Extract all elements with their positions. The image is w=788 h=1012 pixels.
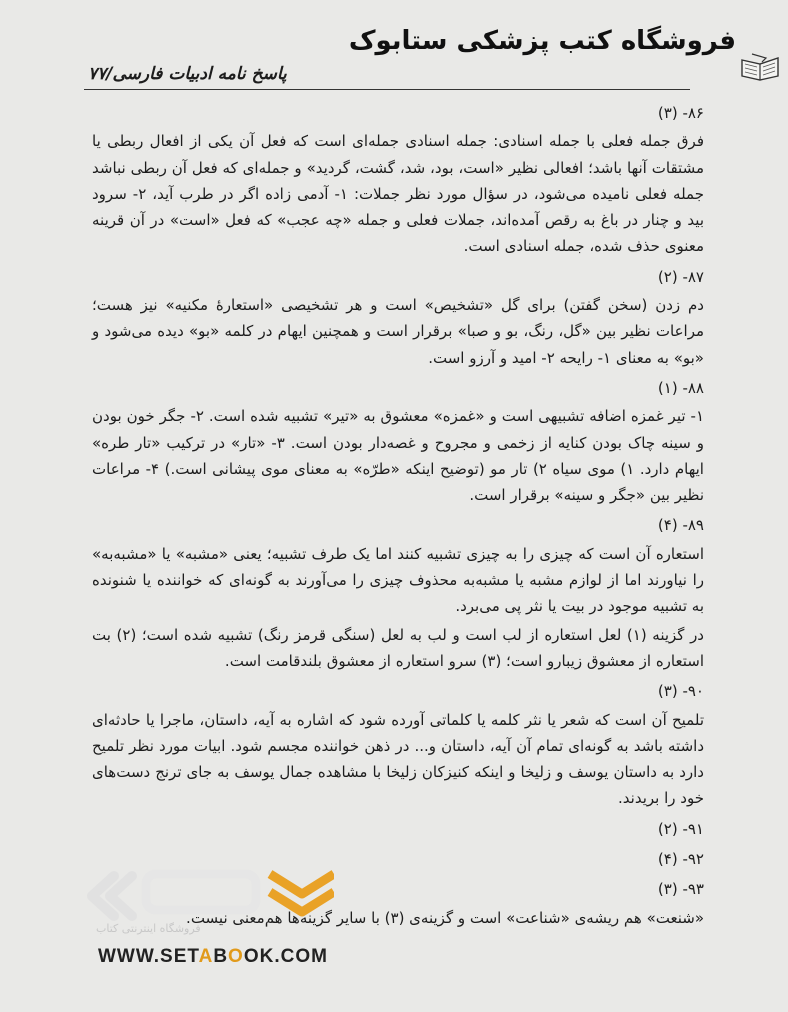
answer-paragraph: فرق جمله فعلی با جمله اسنادی: جمله اسنادی جمله‌ای است که فعل آن یکی از افعال ربطی یا مشتقات آنها باشد؛ افعالی نظیر «است، بود، شد، گشت، گردید» و جمله‌ای که فعل آن ربطی نباشد جمله فعلی نامیده می‌شود، در سؤال مورد نظر جملات: ۱- آدمی زاده اگر در طرب آید، ۲- سرود بید و چنار در باغ به رقص آمده‌اند، جملات فعلی و جمله «چه عجب» که فعل «است» در آن قرینه معنوی حذف شده، جمله اسنادی است. xyxy=(92,132,705,256)
answer-paragraph: ۱- تیر غمزه اضافه تشبیهی است و «غمزه» معشوق به «تیر» تشبیه شده است. ۲- جگر خون بودن و سینه چاک بودن کنایه از زخمی و مجروح و غصه‌دار بودن است. ۳- «تار» در ترکیب «تار طره» ایهام دارد. ۱) موی سیاه ۲) تار مو (توضیح اینکه «طرّه» به معنای موی پیشانی است.) ۴- مراعات نظیر بین «جگر و سینه» برقرار است. xyxy=(92,407,704,505)
answer-number: ۸۷- (۲) xyxy=(657,267,704,286)
answer-number: ۸۹- (۴) xyxy=(657,516,704,535)
answer-paragraph: استعاره آن است که چیزی را به چیزی تشبیه کنند اما یک طرف تشبیه؛ یعنی «مشبه» یا «مشبه‌به» را نیاورند اما از لوازم مشبه یا مشبه‌به محذوف چیزی را می‌آورند به گونه‌ای که خواننده یا شنونده به تشبیه موجود در بیت یا نثر پی می‌برد. xyxy=(92,544,704,616)
answer-block xyxy=(92,375,704,508)
answer-block xyxy=(92,678,704,811)
watermark-url: WWW.SETABOOK.COM xyxy=(98,946,328,967)
answer-block xyxy=(92,876,704,931)
running-head: پاسخ نامه ادبیات فارسی/۷۷ xyxy=(88,64,287,84)
answer-block xyxy=(92,512,704,674)
answer-key-content xyxy=(92,96,704,933)
shop-title: فروشگاه کتب پزشکی ستابوک xyxy=(348,26,736,56)
answer-number: ۸۶- (۳) xyxy=(657,104,704,122)
header-rule xyxy=(84,89,690,90)
answer-number: ۹۱- (۲) xyxy=(657,819,704,838)
watermark-subtitle: فروشگاه اینترنتی کتاب xyxy=(96,922,201,935)
answer-paragraph: در گزینه (۱) لعل استعاره از لب است و لب به لعل (سنگی قرمز رنگ) تشبیه شده است؛ (۲) بت استعاره از معشوق زیبارو است؛ (۳) سرو استعاره از معشوق بلندقامت است. xyxy=(92,625,704,670)
answer-block xyxy=(92,816,704,842)
open-book-icon xyxy=(740,52,780,82)
answer-number: ۹۲- (۴) xyxy=(657,850,704,869)
answer-number: ۹۳- (۳) xyxy=(657,880,704,899)
answer-paragraph: دم زدن (سخن گفتن) برای گل «تشخیص» است و هر تشخیصی «استعارهٔ مکنیه» نیز هست؛ مراعات نظیر بین «گل، رنگ، بو و صبا» برقرار است و همچنین ایهام در کلمه «بو» دیده می‌شود و «بو» به معنای ۱- رایحه ۲- امید و آرزو است. xyxy=(92,296,704,367)
answer-block xyxy=(92,100,704,260)
answer-number: ۸۸- (۱) xyxy=(657,378,704,397)
answer-block xyxy=(92,846,704,872)
answer-paragraph: «شنعت» هم ریشه‌ی «شناعت» است و گزینه‌ی (۳) با سایر گزینه‌ها هم‌معنی نیست. xyxy=(186,908,704,927)
answer-paragraph: تلمیح آن است که شعر یا نثر کلمه یا کلماتی آورده شود که اشاره به آیه، داستان، ماجرا یا حادثه‌ای داشته باشد به گونه‌ای تمام آن آیه، داستان و... در ذهن خواننده مجسم شود. ابیات مورد نظر تلمیح دارد به داستان یوسف و زلیخا و اینکه کنیزکان زلیخا با مشاهده جمال یوسف به جای ترنج دست‌های خود را بریدند. xyxy=(92,710,704,808)
answer-number: ۹۰- (۳) xyxy=(657,682,704,701)
answer-block xyxy=(92,264,704,371)
